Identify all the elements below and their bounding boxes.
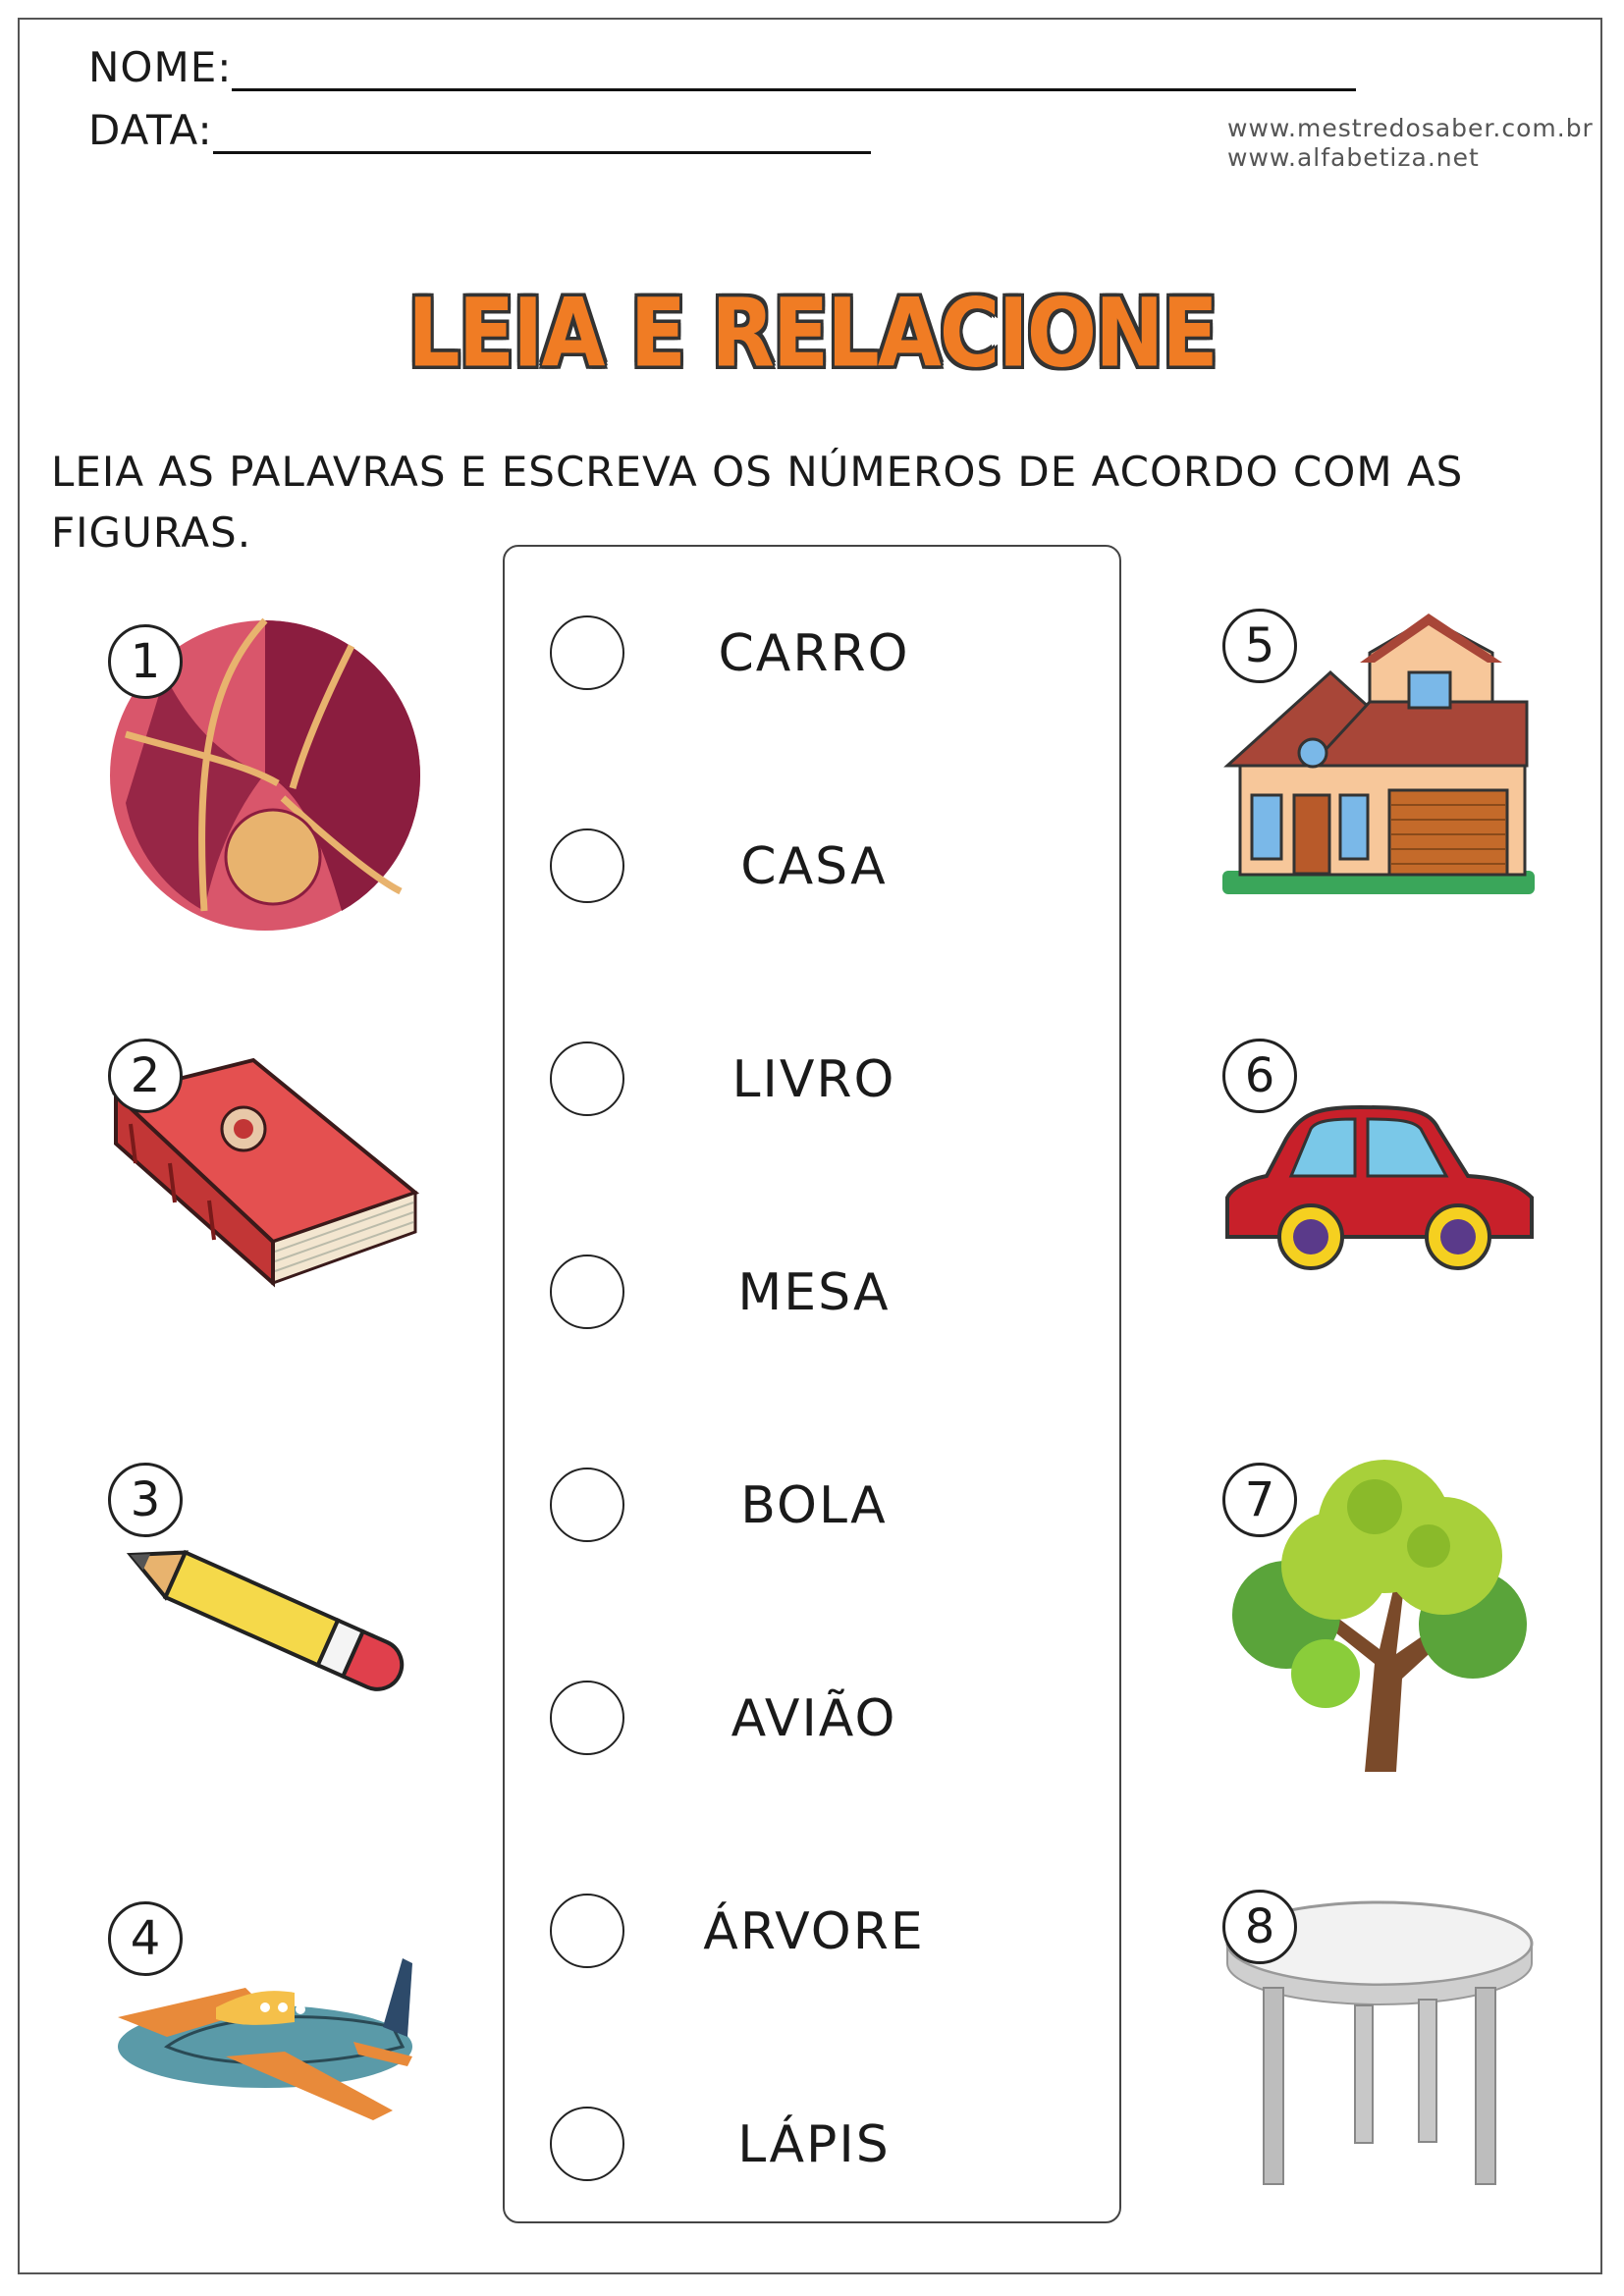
site-link-1[interactable]: www.mestredosaber.com.br — [1227, 114, 1594, 142]
date-field[interactable] — [213, 112, 871, 154]
airplane-icon — [108, 1949, 422, 2135]
name-field[interactable] — [232, 49, 1356, 91]
picture-airplane — [108, 1949, 422, 2139]
word-row — [505, 1889, 1123, 1977]
word-label: LIVRO — [731, 1050, 896, 1109]
number-badge: 5 — [1222, 609, 1297, 683]
date-row — [88, 106, 871, 154]
answer-circle[interactable] — [550, 828, 624, 903]
word-row — [505, 2102, 1123, 2190]
instruction-text: LEIA AS PALAVRAS E ESCREVA OS NÚMEROS DE ACORDO COM AS FIGURAS. — [51, 448, 1464, 557]
car-icon — [1222, 1099, 1537, 1271]
word-label: ÁRVORE — [703, 1902, 925, 1961]
word-label: CARRO — [718, 624, 910, 683]
answer-circle[interactable] — [550, 615, 624, 690]
answer-circle[interactable] — [550, 1894, 624, 1968]
word-row — [505, 1463, 1123, 1551]
word-label: BOLA — [740, 1476, 888, 1535]
name-row — [88, 43, 1356, 91]
answer-circle[interactable] — [550, 1255, 624, 1329]
number-badge: 3 — [108, 1463, 183, 1537]
site-link-2[interactable]: www.alfabetiza.net — [1227, 143, 1480, 172]
number-badge: 4 — [108, 1901, 183, 1976]
answer-circle[interactable] — [550, 1681, 624, 1755]
number-badge: 7 — [1222, 1463, 1297, 1537]
answer-circle[interactable] — [550, 2107, 624, 2181]
pencil-icon — [108, 1531, 422, 1698]
word-label: MESA — [737, 1263, 891, 1322]
answer-circle[interactable] — [550, 1468, 624, 1542]
word-row — [505, 611, 1123, 699]
number-badge: 8 — [1222, 1890, 1297, 1964]
number-badge: 6 — [1222, 1039, 1297, 1113]
answer-circle[interactable] — [550, 1041, 624, 1116]
word-label: AVIÃO — [731, 1689, 897, 1748]
word-list-box — [503, 545, 1121, 2223]
picture-pencil — [108, 1531, 422, 1702]
word-label: CASA — [740, 837, 888, 896]
date-label: DATA: — [88, 106, 213, 154]
word-label: LÁPIS — [737, 2115, 891, 2174]
word-row — [505, 1037, 1123, 1125]
word-row — [505, 824, 1123, 912]
word-row — [505, 1676, 1123, 1764]
picture-car — [1222, 1099, 1537, 1275]
page-title: LEIA E RELACIONE — [407, 277, 1217, 389]
number-badge: 1 — [108, 624, 183, 699]
name-label: NOME: — [88, 43, 233, 91]
number-badge: 2 — [108, 1039, 183, 1113]
word-row — [505, 1250, 1123, 1338]
